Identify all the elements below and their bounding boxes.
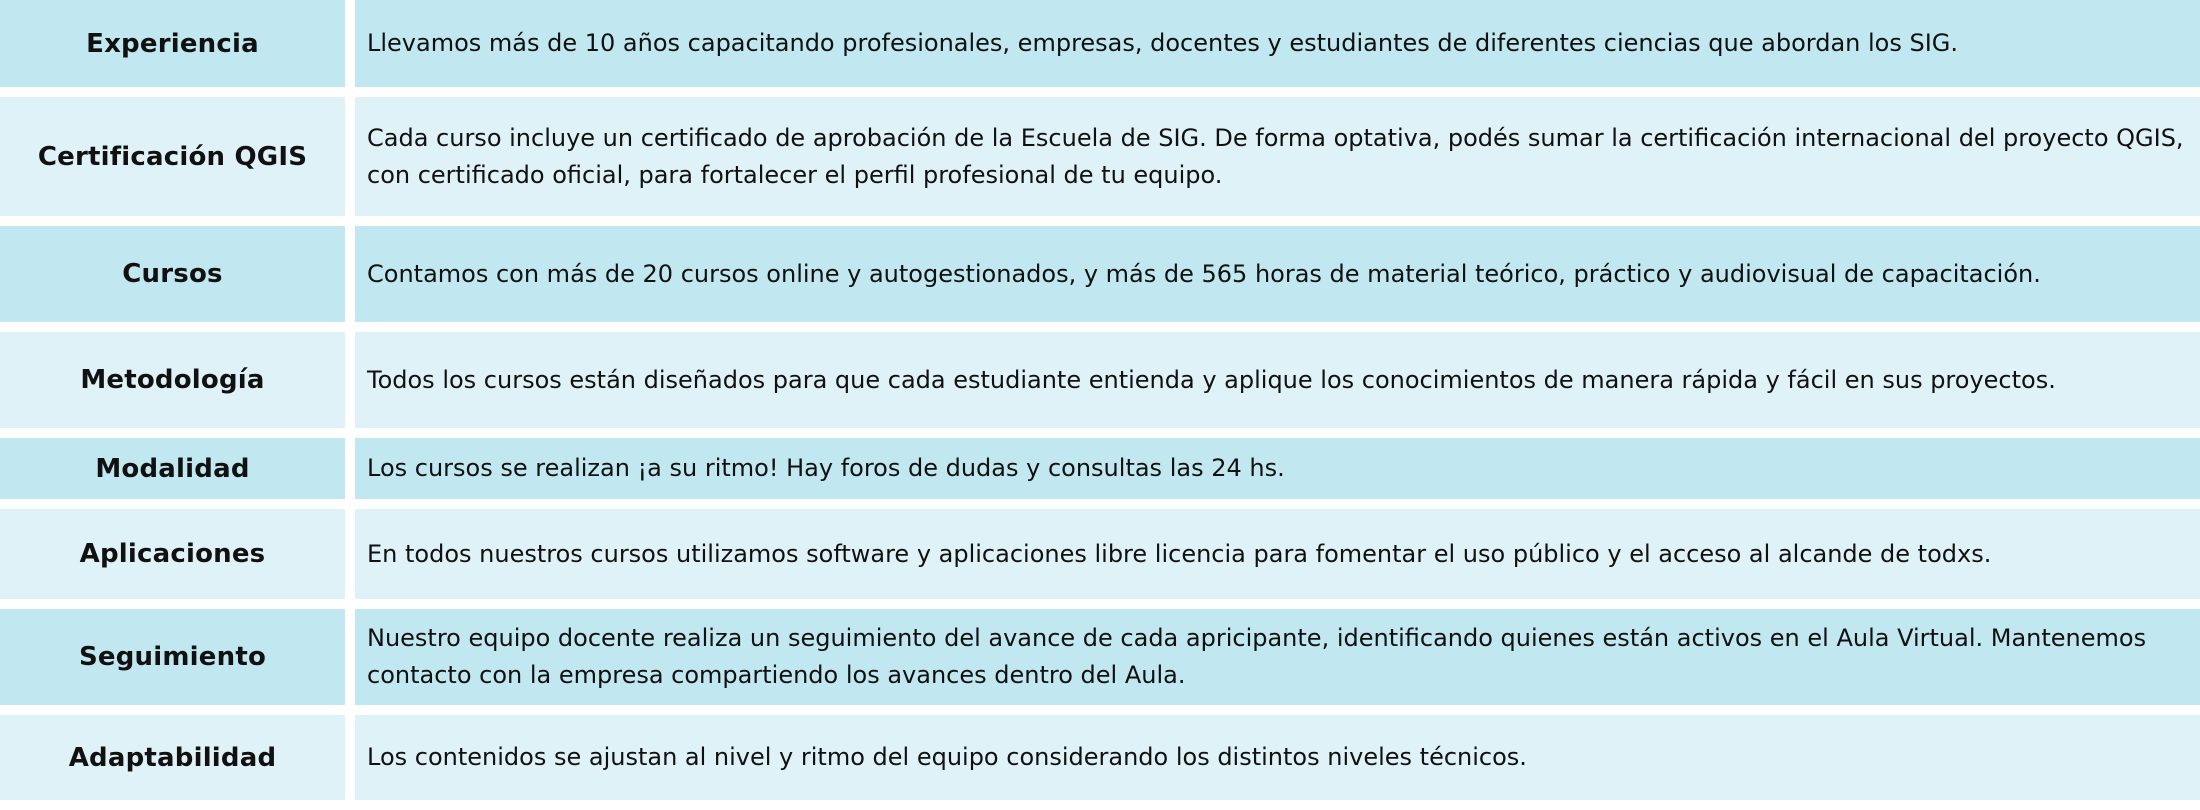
row-label-modalidad: Modalidad (0, 438, 345, 499)
row-text-metodologia: Todos los cursos están diseñados para que cada estudiante entienda y aplique los conocimientos de manera rápida y fácil en sus proyectos. (355, 332, 2200, 428)
row-label-aplicaciones: Aplicaciones (0, 509, 345, 599)
row-label-metodologia: Metodología (0, 332, 345, 428)
row-text-cursos: Contamos con más de 20 cursos online y autogestionados, y más de 565 horas de material teórico, práctico y audiovisual de capacitación. (355, 226, 2200, 322)
row-label-adaptabilidad: Adaptabilidad (0, 715, 345, 800)
row-text-aplicaciones: En todos nuestros cursos utilizamos software y aplicaciones libre licencia para fomentar el uso público y el acceso al alcande de todxs. (355, 509, 2200, 599)
row-text-seguimiento: Nuestro equipo docente realiza un seguimiento del avance de cada apricipante, identificando quienes están activos en el Aula Virtual. Mantenemos contacto con la empresa compartiendo los avances dentro del Aula. (355, 609, 2200, 705)
row-label-certificacion-qgis: Certificación QGIS (0, 97, 345, 216)
row-text-adaptabilidad: Los contenidos se ajustan al nivel y ritmo del equipo considerando los distintos niveles técnicos. (355, 715, 2200, 800)
row-text-modalidad: Los cursos se realizan ¡a su ritmo! Hay foros de dudas y consultas las 24 hs. (355, 438, 2200, 499)
row-text-experiencia: Llevamos más de 10 años capacitando profesionales, empresas, docentes y estudiantes de diferentes ciencias que abordan los SIG. (355, 0, 2200, 87)
row-label-experiencia: Experiencia (0, 0, 345, 87)
row-text-certificacion-qgis: Cada curso incluye un certificado de aprobación de la Escuela de SIG. De forma optativa, podés sumar la certificación internacional del proyecto QGIS, con certificado oficial, para fortalecer el perfil profesional de tu equipo. (355, 97, 2200, 216)
row-label-cursos: Cursos (0, 226, 345, 322)
row-label-seguimiento: Seguimiento (0, 609, 345, 705)
